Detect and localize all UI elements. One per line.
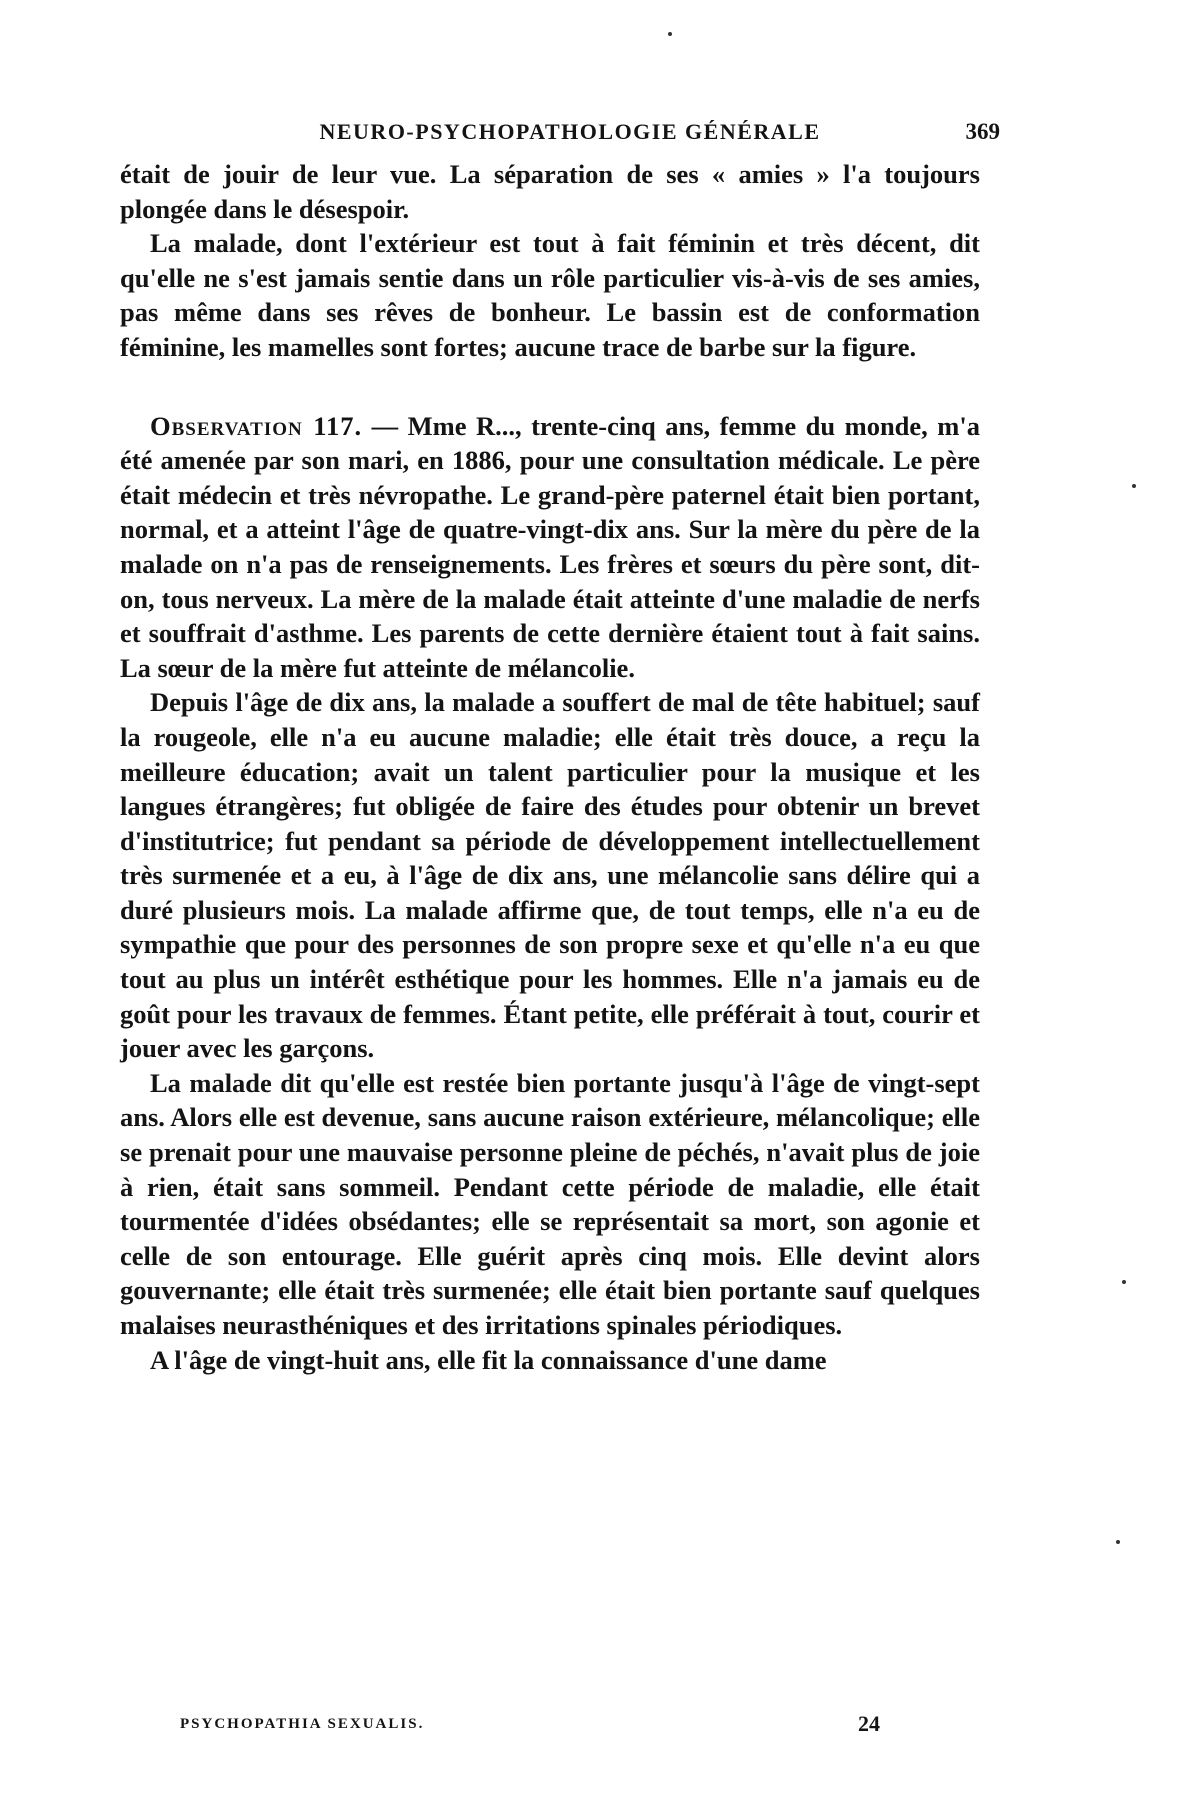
running-title: NEURO-PSYCHOPATHOLOGIE GÉNÉRALE bbox=[319, 119, 821, 144]
body-text bbox=[120, 157, 980, 1377]
paragraph-final: A l'âge de vingt-huit ans, elle fit la connaissance d'une dame bbox=[150, 1344, 827, 1375]
print-speck bbox=[1116, 1540, 1120, 1544]
paragraph-illness: La malade dit qu'elle est restée bien portante jusqu'à l'âge de vingt-sept ans. Alors elle est devenue, sans aucune raison extérieure, mélancolique; elle se prenait pour une mauvaise personne pleine de péchés, n'avait plus de joie à rien, était sans sommeil. Pendant cette période de maladie, elle était tourmentée d'idées obsédantes; elle se représentait sa mort, son agonie et celle de son entourage. Elle guérit après cinq mois. Elle devint alors gouvernante; elle était très surmenée; elle était bien portante sauf quelques malaises neurasthéniques et des irritations spinales périodiques. bbox=[120, 1067, 980, 1340]
footer-book-title: PSYCHOPATHIA SEXUALIS. bbox=[180, 1716, 425, 1732]
page-number: 369 bbox=[965, 119, 1000, 144]
page-footer bbox=[180, 1706, 980, 1742]
print-speck bbox=[1132, 484, 1136, 488]
paragraph-childhood: Depuis l'âge de dix ans, la malade a souffert de mal de tête habituel; sauf la rougeole, elle n'a eu aucune maladie; elle était très douce, a reçu la meilleure éducation; avait un talent particulier pour la musique et les langues étrangères; fut obligée de faire des études pour obtenir un brevet d'institutrice; fut pendant sa période de développement intellectuellement très surmenée et a eu, à l'âge de dix ans, une mélancolie sans délire qui a duré plusieurs mois. La malade affirme que, de tout temps, elle n'a eu de sympathie que pour des personnes de son propre sexe et qu'elle n'a eu que tout au plus un intérêt esthétique pour les hommes. Elle n'a jamais eu de goût pour les travaux de femmes. Étant petite, elle préférait à tout, courir et jouer avec les garçons. bbox=[120, 687, 980, 1064]
observation-label: Observation 117. bbox=[150, 410, 363, 441]
page-header bbox=[140, 112, 1000, 152]
observation-text: — Mme R..., trente-cinq ans, femme du monde, m'a été amenée par son mari, en 1886, pour une consultation médicale. Le père était médecin et très névropathe. Le grand-père paternel était bien portant, normal, et a atteint l'âge de quatre-vingt-dix ans. Sur la mère du père de la malade on n'a pas de renseignements. Les frères et sœurs du père sont, dit-on, tous nerveux. La mère de la malade était atteinte d'une maladie de nerfs et souffrait d'asthme. Les parents de cette dernière étaient tout à fait sains. La sœur de la mère fut atteinte de mélancolie. bbox=[120, 410, 980, 683]
paragraph-observation-117 bbox=[120, 409, 980, 686]
signature-mark: 24 bbox=[858, 1711, 880, 1736]
paragraph-patient-description: La malade, dont l'extérieur est tout à fait féminin et très décent, dit qu'elle ne s'est jamais sentie dans un rôle particulier vis-à-vis de ses amies, pas même dans ses rêves de bonheur. Le bassin est de conformation féminine, les mamelles sont fortes; aucune trace de barbe sur la figure. bbox=[120, 228, 980, 362]
print-speck bbox=[668, 32, 672, 36]
print-speck bbox=[1122, 1280, 1126, 1284]
paragraph-continuation: était de jouir de leur vue. La séparation de ses « amies » l'a toujours plongée dans le désespoir. bbox=[120, 159, 980, 224]
